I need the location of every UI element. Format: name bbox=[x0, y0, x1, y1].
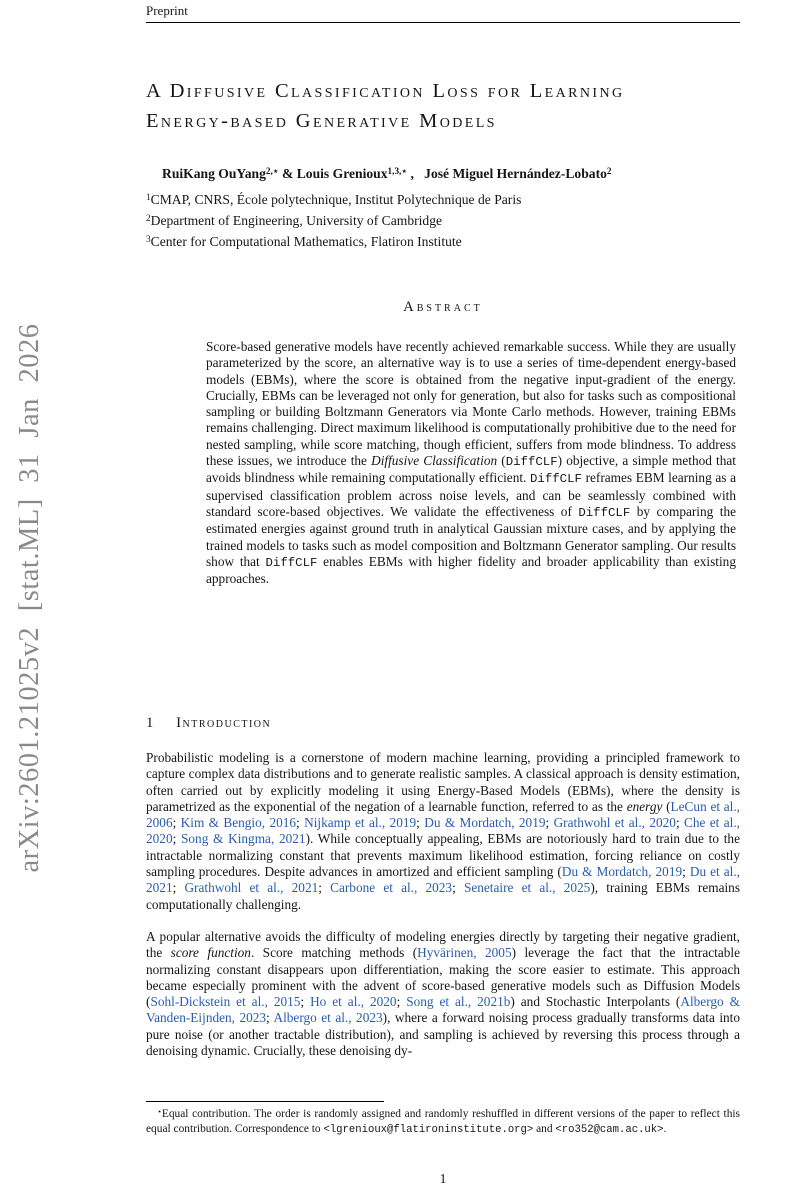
text-segment: ; bbox=[318, 880, 331, 896]
text-segment: ; bbox=[172, 880, 185, 896]
text-segment: enables EBMs with higher fidelity and broader applicability than existing approaches. bbox=[206, 553, 736, 587]
affiliation-3 bbox=[146, 231, 740, 252]
text-segment: ; bbox=[416, 815, 425, 831]
text-segment: CMAP, CNRS, École polytechnique, Institut Polytechnique de Paris bbox=[150, 192, 522, 207]
superscript: 2 bbox=[146, 213, 151, 224]
text-segment: ; bbox=[300, 994, 311, 1010]
text-segment: reframes EBM learning as a supervised classification problem across noise levels, and can be seamlessly combined with standard score-based objectives. We validate the effectiveness of bbox=[206, 470, 736, 519]
superscript: 3 bbox=[146, 234, 151, 245]
text-segment: Center for Computational Mathematics, Flatiron Institute bbox=[150, 234, 462, 249]
section-title: Introduction bbox=[176, 715, 272, 731]
paper-title bbox=[146, 76, 756, 136]
superscript: 2 bbox=[606, 166, 612, 177]
citation-link[interactable]: Grathwohl et al., 2021 bbox=[184, 880, 319, 896]
superscript: 2,⋆ bbox=[265, 166, 279, 177]
text-segment: ; bbox=[296, 815, 305, 831]
intro-paragraph-2 bbox=[146, 929, 740, 1059]
mono-text: <lgrenioux@flatironinstitute.org> bbox=[323, 1123, 534, 1136]
text-segment: ; bbox=[172, 815, 181, 831]
text-segment: ( bbox=[662, 798, 671, 814]
citation-link[interactable]: Ho et al., 2020 bbox=[310, 994, 397, 1010]
preprint-label: Preprint bbox=[146, 3, 188, 18]
citation-link[interactable]: Du & Mordatch, 2019 bbox=[561, 864, 683, 880]
footnote-rule bbox=[146, 1101, 384, 1102]
citation-link[interactable]: Albergo & Vanden-Eijnden, 2023 bbox=[146, 994, 740, 1026]
text-segment: ; bbox=[545, 815, 554, 831]
text-segment: ; bbox=[675, 815, 684, 831]
text-segment: , bbox=[407, 166, 425, 181]
citation-link[interactable]: Hyvärinen, 2005 bbox=[417, 945, 512, 961]
intro-paragraph-1 bbox=[146, 750, 740, 913]
citation-link[interactable]: Song & Kingma, 2021 bbox=[181, 831, 306, 847]
citation-link[interactable]: Song et al., 2021b bbox=[406, 994, 511, 1010]
text-segment: ; bbox=[682, 864, 690, 880]
section-1-heading bbox=[146, 715, 271, 732]
text-segment: ; bbox=[266, 1010, 274, 1026]
citation-link[interactable]: LeCun et al., 2006 bbox=[146, 798, 740, 831]
italic-text: energy bbox=[626, 798, 663, 814]
text-segment: RuiKang OuYang bbox=[162, 166, 266, 181]
arxiv-stamp: arXiv:2601.21025v2 [stat.ML] 31 Jan 2026 bbox=[14, 323, 45, 873]
paper-title-line1: A Diffusive Classification Loss for Learning bbox=[146, 80, 625, 102]
page-number: 1 bbox=[439, 1171, 447, 1186]
page-header bbox=[146, 3, 740, 23]
abstract-heading: Abstract bbox=[403, 299, 483, 315]
mono-text: DiffCLF bbox=[530, 472, 582, 487]
superscript: 1 bbox=[146, 192, 151, 203]
mono-text: DiffCLF bbox=[265, 555, 318, 570]
text-segment: ). While conceptually appealing, EBMs are notoriously hard to train due to the intractable normalizing constant that prevents maximum likelihood estimation, forcing reliance on costly sampling procedures. Despite advances in amortized and efficient sampling ( bbox=[146, 831, 740, 880]
mono-text: <ro352@cam.ac.uk> bbox=[555, 1123, 664, 1136]
paper-title-line2: Energy-based Generative Models bbox=[146, 110, 497, 132]
citation-link[interactable]: Du et al., 2021 bbox=[146, 864, 740, 896]
citation-link[interactable]: Kim & Bengio, 2016 bbox=[180, 815, 297, 831]
abstract-body bbox=[206, 339, 736, 587]
text-segment: by comparing the estimated energies against ground truth in analytical Gaussian mixture cases, and by applying the trained models to tasks such as model composition and Boltzmann Generator sampling. Our results show that bbox=[206, 503, 736, 569]
mono-text: DiffCLF bbox=[578, 505, 631, 520]
text-segment: Score-based generative models have recently achieved remarkable success. While they are usually parameterized by the score, an alternative way is to use a series of time-dependent energy-based models (EBMs), where the score is obtained from the negative input-gradient of the energy. Crucially, EBMs can be leveraged not only for generation, but also for tasks such as compositional sampling or building Boltzmann Generators via Monte Carlo methods. However, training EBMs remains challenging. Direct maximum likelihood is computationally prohibitive due to the need for nested sampling, while score matching, though efficient, suffers from mode blindness. To address these issues, we introduce the bbox=[206, 339, 736, 469]
affiliations-block bbox=[146, 189, 740, 252]
citation-link[interactable]: Du & Mordatch, 2019 bbox=[424, 815, 546, 831]
mono-text: DiffCLF bbox=[505, 455, 558, 470]
citation-link[interactable]: Grathwohl et al., 2020 bbox=[553, 815, 676, 831]
affiliation-1 bbox=[146, 189, 740, 210]
text-segment: José Miguel Hernández-Lobato bbox=[424, 166, 607, 181]
citation-link[interactable]: Sohl-Dickstein et al., 2015 bbox=[150, 994, 301, 1010]
text-segment: ( bbox=[497, 453, 506, 469]
text-segment: . bbox=[663, 1122, 667, 1135]
text-segment: ) leverage the fact that the intractable normalizing constant disappears upon differentiation, making the score easier to estimate. This approach became especially prominent with the advent of score-based generative models such as Diffusion Models ( bbox=[146, 945, 740, 1010]
text-segment: A popular alternative avoids the difficulty of modeling energies directly by targeting their negative gradient, the bbox=[146, 929, 740, 961]
text-segment: & Louis Grenioux bbox=[278, 166, 388, 181]
text-segment: ; bbox=[452, 880, 464, 896]
text-segment: ), training EBMs remains computationally challenging. bbox=[146, 880, 740, 912]
superscript: ⋆ bbox=[157, 1106, 162, 1116]
text-segment: ), where a forward noising process gradually transforms data into pure noise (or another tractable distribution), and sampling is achieved by reversing this process through a denoising dynamic. Crucially, these denoising dy- bbox=[146, 1010, 741, 1059]
text-segment: and bbox=[533, 1122, 556, 1135]
footnote bbox=[146, 1107, 740, 1137]
superscript: 1,3,⋆ bbox=[387, 166, 408, 177]
text-segment: ; bbox=[172, 831, 181, 847]
text-segment: Equal contribution. The order is randomly assigned and randomly reshuffled in different versions of the paper to reflect this equal contribution. Correspondence to bbox=[146, 1108, 740, 1135]
italic-text: score function bbox=[170, 945, 251, 961]
section-number: 1 bbox=[146, 715, 154, 731]
text-segment: Department of Engineering, University of Cambridge bbox=[150, 213, 443, 228]
italic-text: Diffusive Classification bbox=[371, 453, 498, 469]
authors-line bbox=[146, 166, 746, 182]
text-segment: ) and Stochastic Interpolants ( bbox=[510, 994, 681, 1010]
affiliation-2 bbox=[146, 210, 740, 231]
citation-link[interactable]: Che et al., 2020 bbox=[146, 815, 740, 847]
text-segment: Probabilistic modeling is a cornerstone of modern machine learning, providing a principled framework to capture complex data distributions and to generate realistic samples. A classical approach is density estimation, often carried out by explicitly modeling it using Energy-Based Models (EBMs), where the density is parametrized as the exponential of the negation of a learnable function, referred to as the bbox=[146, 750, 740, 814]
citation-link[interactable]: Senetaire et al., 2025 bbox=[463, 880, 591, 896]
citation-link[interactable]: Albergo et al., 2023 bbox=[273, 1010, 383, 1026]
citation-link[interactable]: Carbone et al., 2023 bbox=[330, 880, 453, 896]
citation-link[interactable]: Nijkamp et al., 2019 bbox=[304, 815, 417, 831]
text-segment: ) objective, a simple method that avoids blindness while remaining computationally efficient. bbox=[206, 453, 736, 486]
text-segment: ; bbox=[396, 994, 407, 1010]
text-segment: . Score matching methods ( bbox=[250, 945, 418, 961]
